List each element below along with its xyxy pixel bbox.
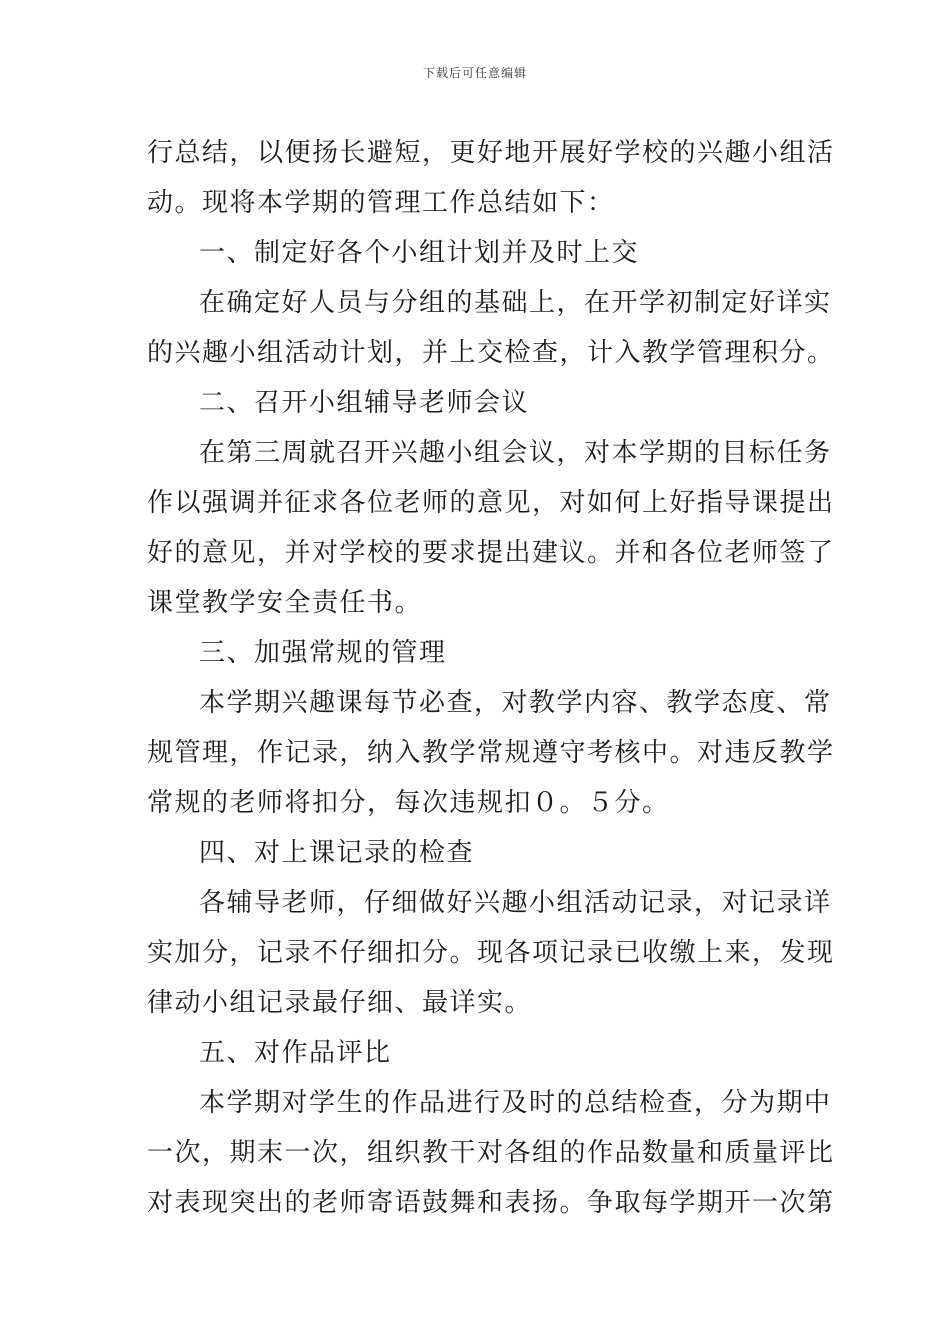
paragraph-line: 动。现将本学期的管理工作总结如下： [147,188,615,218]
paragraph-line: 在确定好人员与分组的基础上，在开学初制定好详实 [199,288,832,318]
paragraph-line: 常规的老师将扣分，每次违规扣０。５分。 [147,788,670,818]
section-heading: 二、召开小组辅导老师会议 [199,388,530,418]
header-note: 下载后可任意编辑 [422,66,527,80]
paragraph-line: 律动小组记录最仔细、最详实。 [147,988,533,1018]
paragraph-line: 本学期对学生的作品进行及时的总结检查，分为期中 [199,1088,832,1118]
paragraph-line: 的兴趣小组活动计划，并上交检查，计入教学管理积分。 [147,338,835,368]
paragraph-line: 课堂教学安全责任书。 [147,588,423,618]
paragraph-line: 作以强调并征求各位老师的意见，对如何上好指导课提出 [147,488,835,518]
paragraph-line: 对表现突出的老师寄语鼓舞和表扬。争取每学期开一次第 [147,1188,835,1218]
document-body [147,128,835,1228]
paragraph-line: 本学期兴趣课每节必查，对教学内容、教学态度、常 [199,688,832,718]
section-heading: 四、对上课记录的检查 [199,838,475,868]
paragraph-line: 行总结，以便扬长避短，更好地开展好学校的兴趣小组活 [147,138,835,168]
section-heading: 三、加强常规的管理 [199,638,447,668]
paragraph-line: 一次，期末一次，组织教干对各组的作品数量和质量评比 [147,1138,835,1168]
paragraph-line: 在第三周就召开兴趣小组会议，对本学期的目标任务 [199,438,832,468]
section-heading: 五、对作品评比 [199,1038,392,1068]
paragraph-line: 规管理，作记录，纳入教学常规遵守考核中。对违反教学 [147,738,835,768]
paragraph-line: 好的意见，并对学校的要求提出建议。并和各位老师签了 [147,538,835,568]
paragraph-line: 实加分，记录不仔细扣分。现各项记录已收缴上来，发现 [147,938,835,968]
section-heading: 一、制定好各个小组计划并及时上交 [199,238,640,268]
paragraph-line: 各辅导老师，仔细做好兴趣小组活动记录，对记录详 [199,888,832,918]
